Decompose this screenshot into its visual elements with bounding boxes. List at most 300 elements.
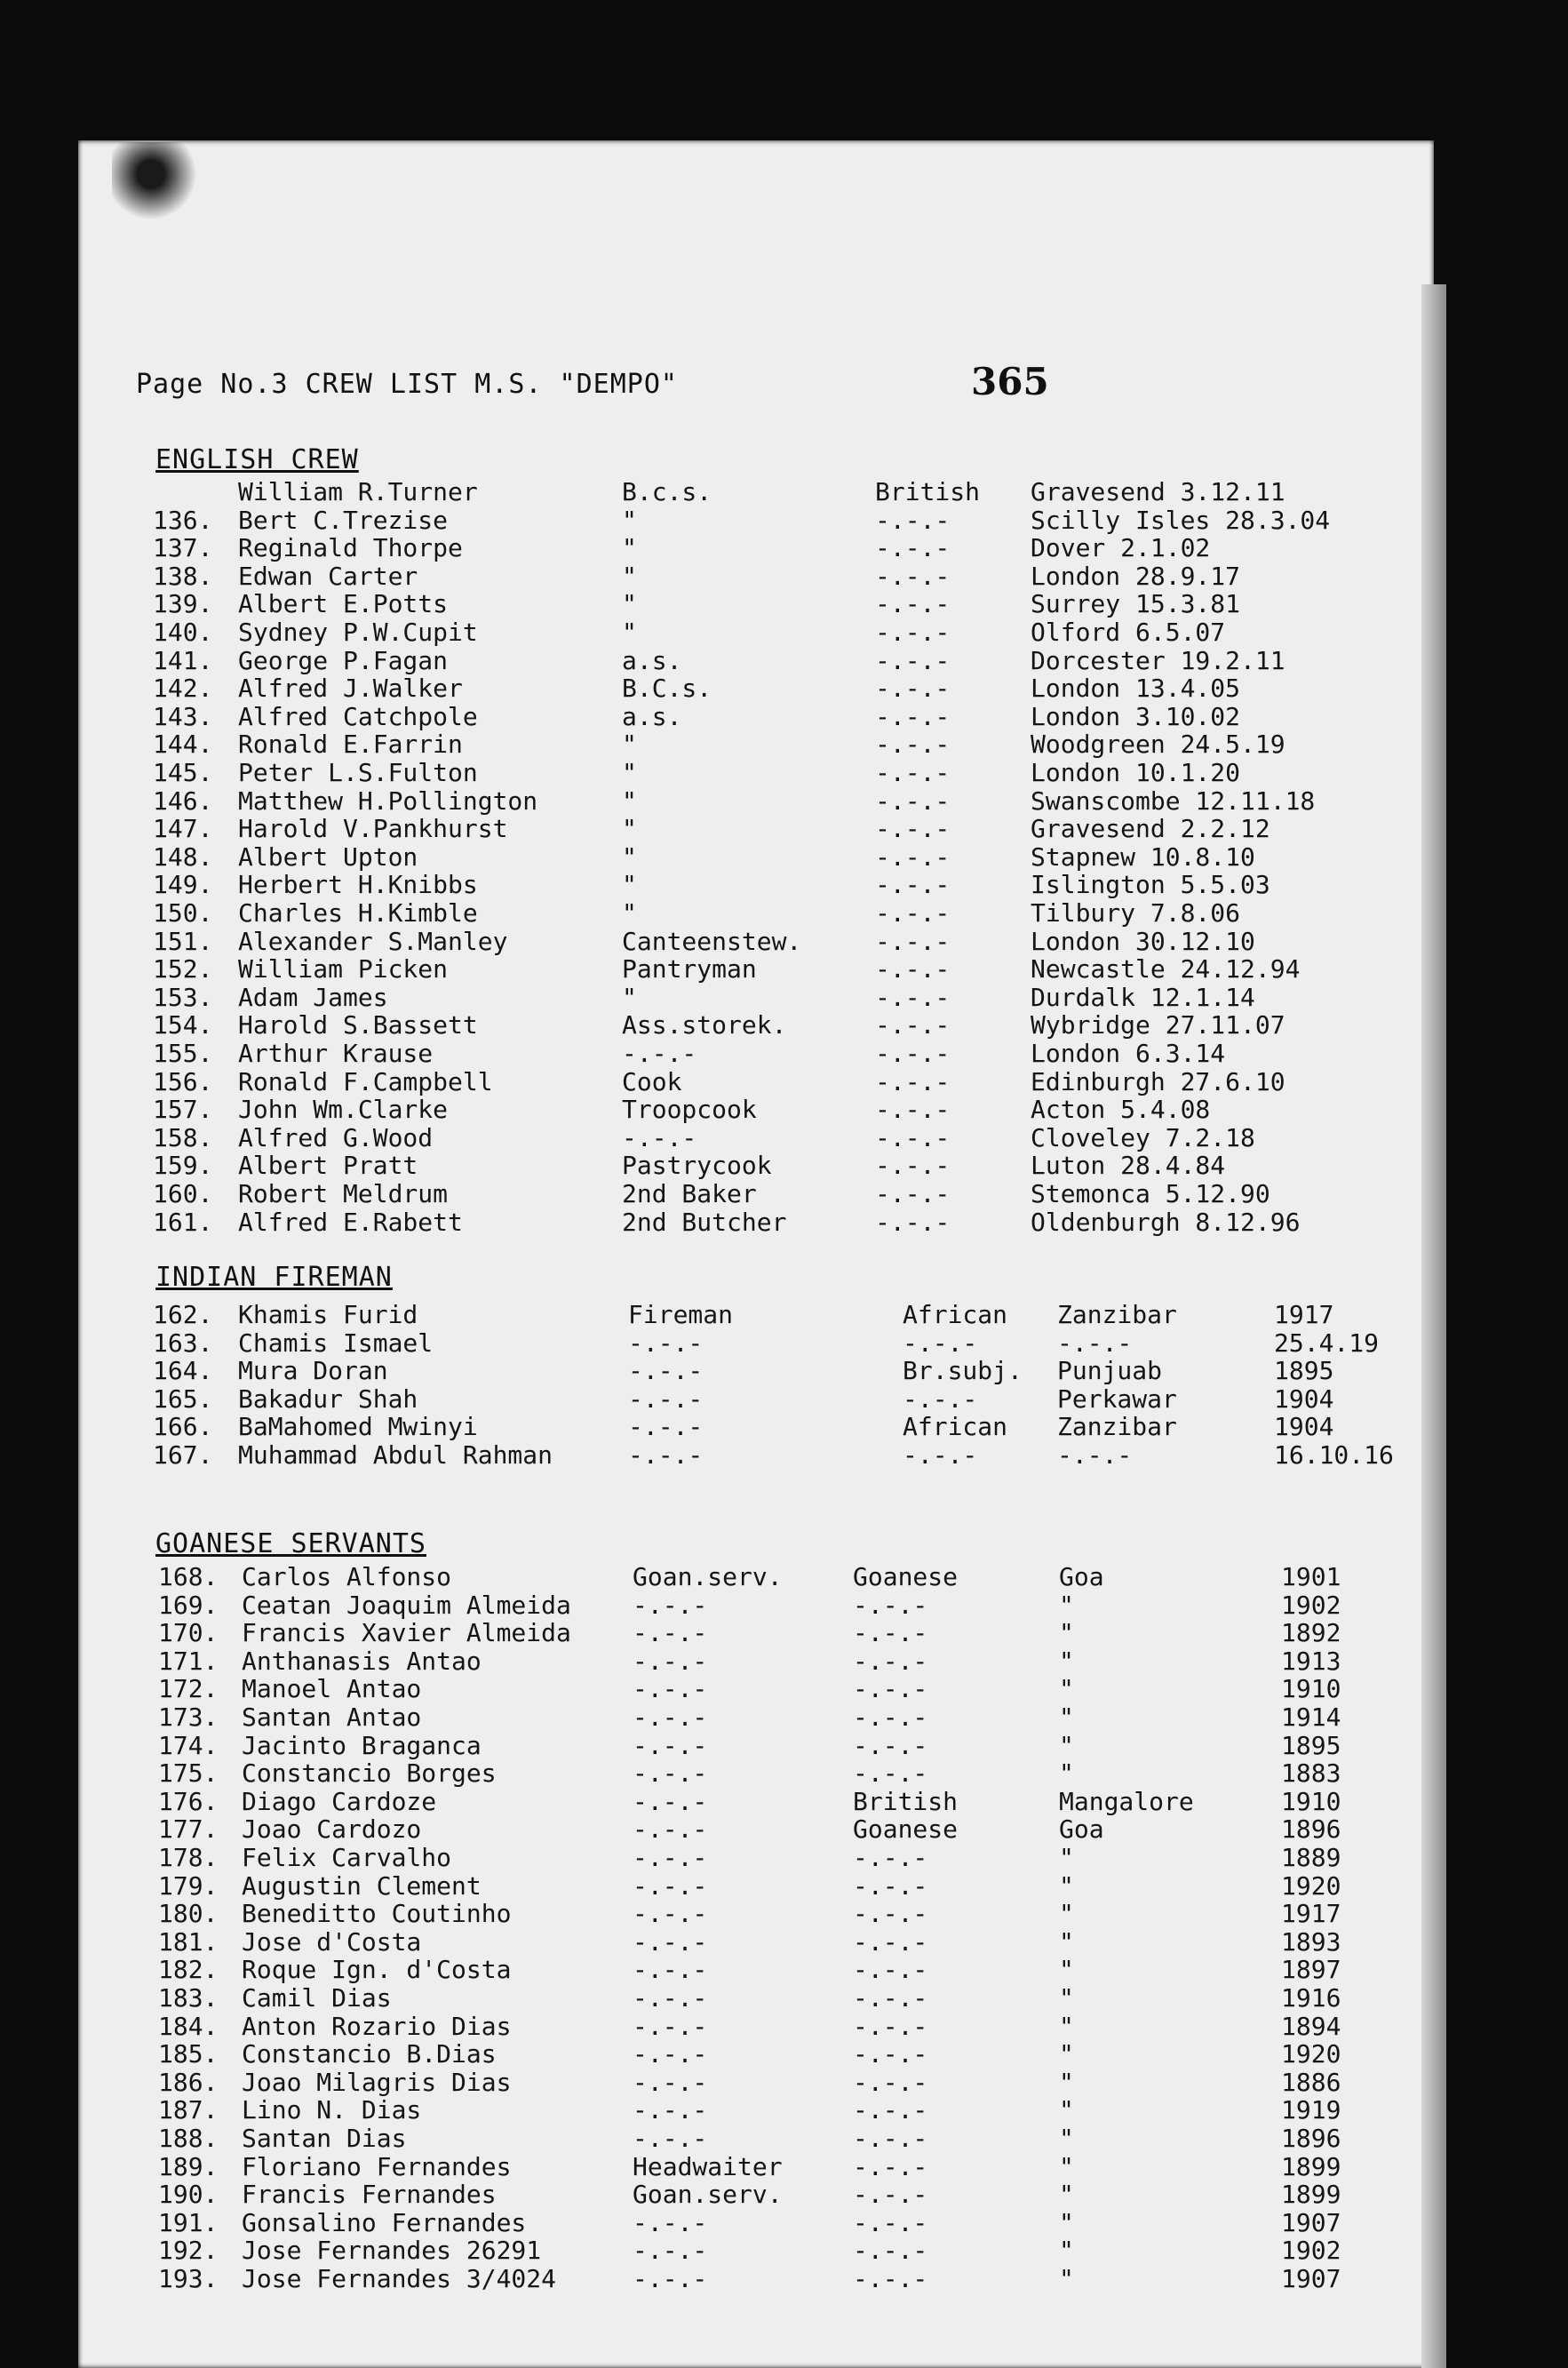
crew-number: 156. xyxy=(153,1066,213,1096)
crew-birthplace: " xyxy=(1059,2180,1074,2210)
crew-nationality: -.-.- xyxy=(853,2236,928,2266)
crew-birthplace-date: Newcastle 24.12.94 xyxy=(1031,954,1301,985)
crew-rating: -.-.- xyxy=(633,2124,708,2153)
crew-birthplace-date: Luton 28.4.84 xyxy=(1031,1151,1226,1181)
crew-birth-year: 1897 xyxy=(1281,1955,1341,1985)
crew-nationality: -.-.- xyxy=(875,785,951,816)
crew-rating: -.-.- xyxy=(633,1870,708,1901)
crew-name: Ceatan Joaquim Almeida xyxy=(242,1590,571,1620)
crew-birthplace-date: Oldenburgh 8.12.96 xyxy=(1031,1207,1301,1237)
crew-rating: -.-.- xyxy=(633,1843,708,1872)
crew-birthplace: Zanzibar xyxy=(1057,1300,1177,1329)
crew-nationality: -.-.- xyxy=(875,505,951,535)
crew-rating: -.-.- xyxy=(628,1356,704,1385)
crew-birth-year: 1913 xyxy=(1281,1646,1341,1676)
crew-birthplace-date: Durdalk 12.1.14 xyxy=(1031,982,1255,1012)
crew-name: Alfred E.Rabett xyxy=(238,1207,463,1237)
crew-rating: Goan.serv. xyxy=(633,2180,783,2210)
ink-smudge xyxy=(112,142,210,222)
crew-number: 181. xyxy=(158,1926,219,1957)
crew-name: Lino N. Dias xyxy=(242,2095,422,2125)
crew-rating: -.-.- xyxy=(622,1039,697,1068)
crew-rating: -.-.- xyxy=(633,1955,708,1985)
crew-rating: -.-.- xyxy=(633,1758,708,1789)
crew-nationality: -.-.- xyxy=(853,1674,928,1704)
crew-nationality: -.-.- xyxy=(853,1899,928,1929)
crew-name: Joao Milagris Dias xyxy=(242,2067,512,2097)
crew-number: 167. xyxy=(153,1439,213,1470)
crew-rating: " xyxy=(622,870,637,900)
section-title-goanese-servants: GOANESE SERVANTS xyxy=(155,1528,426,1559)
crew-number: 154. xyxy=(153,1010,213,1040)
crew-rating: a.s. xyxy=(622,645,682,675)
crew-birth-year: 1894 xyxy=(1281,2011,1341,2041)
crew-rating: 2nd Baker xyxy=(622,1179,757,1208)
crew-name: Edwan Carter xyxy=(238,561,418,591)
crew-birthplace: Punjuab xyxy=(1057,1356,1163,1385)
crew-birthplace-date: Stemonca 5.12.90 xyxy=(1031,1179,1270,1208)
crew-number: 169. xyxy=(158,1590,219,1620)
crew-number: 191. xyxy=(158,2207,219,2237)
crew-birthplace-date: Stapnew 10.8.10 xyxy=(1031,841,1255,872)
crew-nationality: -.-.- xyxy=(875,898,951,928)
crew-nationality: -.-.- xyxy=(875,870,951,900)
crew-name: Felix Carvalho xyxy=(242,1843,452,1872)
crew-nationality: British xyxy=(853,1786,959,1816)
crew-nationality: -.-.- xyxy=(853,1758,928,1789)
crew-birthplace-date: Dorcester 19.2.11 xyxy=(1031,645,1285,675)
crew-number: 141. xyxy=(153,645,213,675)
crew-number: 155. xyxy=(153,1039,213,1068)
crew-nationality: -.-.- xyxy=(853,1983,928,2013)
crew-birthplace-date: Edinburgh 27.6.10 xyxy=(1031,1066,1285,1096)
crew-name: Albert Pratt xyxy=(238,1151,418,1181)
crew-nationality: -.-.- xyxy=(853,1618,928,1648)
crew-rating: Fireman xyxy=(628,1300,734,1329)
crew-birthplace: " xyxy=(1059,1955,1074,1985)
crew-name: Diago Cardoze xyxy=(242,1786,437,1816)
crew-name: Alexander S.Manley xyxy=(238,926,508,956)
crew-number: 160. xyxy=(153,1179,213,1208)
page-stamp-number: 365 xyxy=(971,360,1049,403)
crew-number: 189. xyxy=(158,2151,219,2181)
crew-birth-year: 25.4.19 xyxy=(1274,1328,1380,1358)
crew-rating: -.-.- xyxy=(633,1730,708,1760)
crew-nationality: -.-.- xyxy=(903,1439,978,1470)
crew-rating: 2nd Butcher xyxy=(622,1207,787,1237)
crew-number: 188. xyxy=(158,2124,219,2153)
crew-name: Bakadur Shah xyxy=(238,1383,418,1414)
crew-rating: B.C.s. xyxy=(622,674,712,704)
page-title: Page No.3 CREW LIST M.S. "DEMPO" xyxy=(136,369,678,400)
crew-number: 148. xyxy=(153,841,213,872)
crew-birthplace: " xyxy=(1059,1926,1074,1957)
crew-number: 161. xyxy=(153,1207,213,1237)
crew-name: BaMahomed Mwinyi xyxy=(238,1412,478,1441)
crew-birthplace: " xyxy=(1059,2264,1074,2293)
crew-name: Francis Xavier Almeida xyxy=(242,1618,571,1648)
crew-name: Albert E.Potts xyxy=(238,589,449,619)
crew-nationality: -.-.- xyxy=(875,730,951,760)
crew-number: 183. xyxy=(158,1983,219,2013)
crew-nationality: African xyxy=(903,1300,1008,1329)
crew-birthplace-date: London 28.9.17 xyxy=(1031,561,1241,591)
crew-rating: -.-.- xyxy=(633,1926,708,1957)
crew-nationality: -.-.- xyxy=(875,1010,951,1040)
crew-birth-year: 1904 xyxy=(1274,1412,1334,1441)
crew-name: Reginald Thorpe xyxy=(238,533,463,563)
crew-birth-year: 1907 xyxy=(1281,2207,1341,2237)
crew-number: 168. xyxy=(158,1562,219,1591)
crew-birthplace: " xyxy=(1059,1843,1074,1872)
crew-number: 173. xyxy=(158,1702,219,1732)
crew-rating: " xyxy=(622,618,637,647)
crew-number: 159. xyxy=(153,1151,213,1181)
crew-number: 193. xyxy=(158,2264,219,2293)
crew-rating: " xyxy=(622,561,637,591)
crew-name: William R.Turner xyxy=(238,477,478,506)
crew-birthplace: " xyxy=(1059,1758,1074,1789)
crew-rating: Troopcook xyxy=(622,1095,757,1125)
crew-birthplace-date: Gravesend 2.2.12 xyxy=(1031,814,1270,844)
crew-birth-year: 1919 xyxy=(1281,2095,1341,2125)
crew-number: 180. xyxy=(158,1899,219,1929)
crew-rating: " xyxy=(622,589,637,619)
crew-rating: B.c.s. xyxy=(622,477,712,506)
crew-nationality: -.-.- xyxy=(853,1702,928,1732)
crew-name: Alfred Catchpole xyxy=(238,701,478,731)
crew-name: Anthanasis Antao xyxy=(242,1646,482,1676)
crew-name: Alfred G.Wood xyxy=(238,1122,434,1152)
crew-name: Harold V.Pankhurst xyxy=(238,814,508,844)
crew-birthplace-date: London 30.12.10 xyxy=(1031,926,1255,956)
crew-name: Ronald F.Campbell xyxy=(238,1066,493,1096)
crew-rating: -.-.- xyxy=(633,2236,708,2266)
crew-birthplace-date: Gravesend 3.12.11 xyxy=(1031,477,1285,506)
crew-birth-year: 1917 xyxy=(1274,1300,1334,1329)
crew-nationality: -.-.- xyxy=(853,2067,928,2097)
crew-birthplace-date: Surrey 15.3.81 xyxy=(1031,589,1241,619)
crew-birthplace: " xyxy=(1059,1983,1074,2013)
crew-nationality: -.-.- xyxy=(853,1955,928,1985)
crew-name: Peter L.S.Fulton xyxy=(238,758,478,787)
crew-number: 142. xyxy=(153,674,213,704)
crew-birth-year: 1910 xyxy=(1281,1674,1341,1704)
crew-rating: Pantryman xyxy=(622,954,757,985)
crew-nationality: Goanese xyxy=(853,1562,959,1591)
crew-rating: " xyxy=(622,505,637,535)
crew-name: George P.Fagan xyxy=(238,645,449,675)
crew-rating: " xyxy=(622,758,637,787)
crew-number: 178. xyxy=(158,1843,219,1872)
crew-birth-year: 1910 xyxy=(1281,1786,1341,1816)
crew-name: Harold S.Bassett xyxy=(238,1010,478,1040)
crew-name: Roque Ign. d'Costa xyxy=(242,1955,512,1985)
crew-birth-year: 1901 xyxy=(1281,1562,1341,1591)
crew-birthplace: " xyxy=(1059,1870,1074,1901)
crew-rating: -.-.- xyxy=(633,2207,708,2237)
crew-birth-year: 1893 xyxy=(1281,1926,1341,1957)
crew-nationality: -.-.- xyxy=(853,2095,928,2125)
crew-birthplace: " xyxy=(1059,2207,1074,2237)
crew-rating: -.-.- xyxy=(633,1899,708,1929)
page-edge-shadow xyxy=(1421,284,1446,2368)
crew-rating: -.-.- xyxy=(633,1590,708,1620)
crew-name: Alfred J.Walker xyxy=(238,674,463,704)
crew-number: 163. xyxy=(153,1328,213,1358)
crew-birthplace: " xyxy=(1059,1590,1074,1620)
crew-nationality: African xyxy=(903,1412,1008,1441)
crew-birth-year: 1907 xyxy=(1281,2264,1341,2293)
crew-name: Gonsalino Fernandes xyxy=(242,2207,527,2237)
crew-name: Camil Dias xyxy=(242,1983,392,2013)
crew-birth-year: 1889 xyxy=(1281,1843,1341,1872)
crew-number: 146. xyxy=(153,785,213,816)
crew-nationality: -.-.- xyxy=(875,1066,951,1096)
crew-nationality: -.-.- xyxy=(853,1843,928,1872)
crew-rating: -.-.- xyxy=(633,1646,708,1676)
crew-name: Constancio B.Dias xyxy=(242,2039,497,2069)
crew-nationality: Goanese xyxy=(853,1814,959,1845)
crew-rating: a.s. xyxy=(622,701,682,731)
crew-birth-year: 1896 xyxy=(1281,2124,1341,2153)
crew-rating: Canteenstew. xyxy=(622,926,802,956)
crew-nationality: -.-.- xyxy=(903,1328,978,1358)
crew-name: Robert Meldrum xyxy=(238,1179,449,1208)
crew-nationality: -.-.- xyxy=(853,1646,928,1676)
crew-number: 171. xyxy=(158,1646,219,1676)
crew-nationality: -.-.- xyxy=(853,2039,928,2069)
crew-nationality: -.-.- xyxy=(875,1179,951,1208)
crew-nationality: -.-.- xyxy=(853,2124,928,2153)
crew-number: 153. xyxy=(153,982,213,1012)
crew-name: Arthur Krause xyxy=(238,1039,434,1068)
crew-nationality: -.-.- xyxy=(853,2151,928,2181)
crew-birthplace: Zanzibar xyxy=(1057,1412,1177,1441)
crew-number: 143. xyxy=(153,701,213,731)
crew-number: 164. xyxy=(153,1356,213,1385)
crew-number: 137. xyxy=(153,533,213,563)
crew-birthplace: " xyxy=(1059,2039,1074,2069)
crew-birthplace-date: London 6.3.14 xyxy=(1031,1039,1226,1068)
crew-number: 162. xyxy=(153,1300,213,1329)
crew-name: William Picken xyxy=(238,954,449,985)
crew-number: 145. xyxy=(153,758,213,787)
crew-birthplace-date: Swanscombe 12.11.18 xyxy=(1031,785,1316,816)
crew-number: 147. xyxy=(153,814,213,844)
crew-birthplace: Goa xyxy=(1059,1814,1104,1845)
crew-name: Santan Dias xyxy=(242,2124,407,2153)
crew-number: 186. xyxy=(158,2067,219,2097)
crew-name: Mura Doran xyxy=(238,1356,388,1385)
crew-birth-year: 1886 xyxy=(1281,2067,1341,2097)
crew-birth-year: 1916 xyxy=(1281,1983,1341,2013)
crew-rating: -.-.- xyxy=(628,1439,704,1470)
crew-nationality: -.-.- xyxy=(875,533,951,563)
crew-birth-year: 1899 xyxy=(1281,2180,1341,2210)
crew-birth-year: 1902 xyxy=(1281,1590,1341,1620)
crew-rating: " xyxy=(622,785,637,816)
crew-birth-year: 1914 xyxy=(1281,1702,1341,1732)
crew-name: Muhammad Abdul Rahman xyxy=(238,1439,553,1470)
crew-rating: Cook xyxy=(622,1066,682,1096)
crew-nationality: -.-.- xyxy=(853,1730,928,1760)
crew-nationality: -.-.- xyxy=(875,1122,951,1152)
crew-nationality: British xyxy=(875,477,981,506)
crew-name: Joao Cardozo xyxy=(242,1814,422,1845)
crew-birth-year: 1896 xyxy=(1281,1814,1341,1845)
crew-nationality: -.-.- xyxy=(875,1151,951,1181)
crew-birth-year: 16.10.16 xyxy=(1274,1439,1394,1470)
crew-rating: -.-.- xyxy=(633,2039,708,2069)
crew-birthplace-date: Scilly Isles 28.3.04 xyxy=(1031,505,1331,535)
crew-nationality: -.-.- xyxy=(875,926,951,956)
crew-birthplace: -.-.- xyxy=(1057,1328,1133,1358)
crew-nationality: -.-.- xyxy=(875,1039,951,1068)
crew-name: Floriano Fernandes xyxy=(242,2151,512,2181)
crew-birthplace: " xyxy=(1059,2067,1074,2097)
crew-number: 192. xyxy=(158,2236,219,2266)
crew-name: John Wm.Clarke xyxy=(238,1095,449,1125)
crew-rating: Headwaiter xyxy=(633,2151,783,2181)
crew-birthplace-date: Wybridge 27.11.07 xyxy=(1031,1010,1285,1040)
crew-nationality: -.-.- xyxy=(853,1870,928,1901)
crew-birthplace-date: London 10.1.20 xyxy=(1031,758,1241,787)
crew-number: 176. xyxy=(158,1786,219,1816)
crew-name: Augustin Clement xyxy=(242,1870,482,1901)
crew-number: 158. xyxy=(153,1122,213,1152)
crew-nationality: -.-.- xyxy=(853,2207,928,2237)
crew-nationality: -.-.- xyxy=(875,758,951,787)
crew-birthplace-date: London 13.4.05 xyxy=(1031,674,1241,704)
crew-rating: " xyxy=(622,730,637,760)
section-title-english-crew: ENGLISH CREW xyxy=(155,444,359,475)
crew-birthplace: Goa xyxy=(1059,1562,1104,1591)
crew-rating: -.-.- xyxy=(628,1412,704,1441)
crew-name: Anton Rozario Dias xyxy=(242,2011,512,2041)
crew-birthplace: -.-.- xyxy=(1057,1439,1133,1470)
crew-name: Khamis Furid xyxy=(238,1300,418,1329)
crew-nationality: -.-.- xyxy=(875,1095,951,1125)
crew-rating: -.-.- xyxy=(633,2095,708,2125)
crew-number: 166. xyxy=(153,1412,213,1441)
crew-birth-year: 1883 xyxy=(1281,1758,1341,1789)
crew-nationality: -.-.- xyxy=(875,589,951,619)
crew-rating: " xyxy=(622,533,637,563)
crew-birthplace: " xyxy=(1059,1702,1074,1732)
crew-name: Bert C.Trezise xyxy=(238,505,449,535)
crew-birthplace: " xyxy=(1059,2151,1074,2181)
crew-birthplace: " xyxy=(1059,1618,1074,1648)
crew-number: 172. xyxy=(158,1674,219,1704)
crew-rating: -.-.- xyxy=(633,2264,708,2293)
crew-rating: -.-.- xyxy=(633,1814,708,1845)
crew-birthplace: " xyxy=(1059,1899,1074,1929)
crew-number: 149. xyxy=(153,870,213,900)
crew-number: 152. xyxy=(153,954,213,985)
crew-rating: -.-.- xyxy=(633,2011,708,2041)
crew-nationality: Br.subj. xyxy=(903,1356,1023,1385)
crew-number: 190. xyxy=(158,2180,219,2210)
crew-number: 139. xyxy=(153,589,213,619)
crew-name: Jose Fernandes 3/4024 xyxy=(242,2264,557,2293)
crew-number: 174. xyxy=(158,1730,219,1760)
crew-nationality: -.-.- xyxy=(875,1207,951,1237)
crew-name: Jacinto Braganca xyxy=(242,1730,482,1760)
crew-birth-year: 1920 xyxy=(1281,2039,1341,2069)
crew-name: Jose Fernandes 26291 xyxy=(242,2236,542,2266)
crew-nationality: -.-.- xyxy=(875,618,951,647)
crew-birthplace: Mangalore xyxy=(1059,1786,1194,1816)
crew-birthplace-date: London 3.10.02 xyxy=(1031,701,1241,731)
crew-name: Francis Fernandes xyxy=(242,2180,497,2210)
crew-nationality: -.-.- xyxy=(875,982,951,1012)
crew-birth-year: 1895 xyxy=(1281,1730,1341,1760)
crew-number: 170. xyxy=(158,1618,219,1648)
crew-nationality: -.-.- xyxy=(875,814,951,844)
crew-rating: -.-.- xyxy=(633,1983,708,2013)
crew-name: Sydney P.W.Cupit xyxy=(238,618,478,647)
section-title-indian-fireman: INDIAN FIREMAN xyxy=(155,1262,393,1293)
crew-nationality: -.-.- xyxy=(875,674,951,704)
crew-birth-year: 1895 xyxy=(1274,1356,1334,1385)
crew-name: Santan Antao xyxy=(242,1702,422,1732)
crew-birth-year: 1899 xyxy=(1281,2151,1341,2181)
crew-nationality: -.-.- xyxy=(875,701,951,731)
crew-name: Matthew H.Pollington xyxy=(238,785,538,816)
crew-number: 157. xyxy=(153,1095,213,1125)
crew-rating: -.-.- xyxy=(633,1618,708,1648)
crew-birth-year: 1902 xyxy=(1281,2236,1341,2266)
crew-rating: -.-.- xyxy=(628,1328,704,1358)
crew-name: Beneditto Coutinho xyxy=(242,1899,512,1929)
crew-rating: -.-.- xyxy=(633,1702,708,1732)
crew-number: 150. xyxy=(153,898,213,928)
crew-birthplace: " xyxy=(1059,1674,1074,1704)
crew-number: 136. xyxy=(153,505,213,535)
crew-birthplace-date: Acton 5.4.08 xyxy=(1031,1095,1211,1125)
crew-number: 177. xyxy=(158,1814,219,1845)
crew-number: 140. xyxy=(153,618,213,647)
crew-rating: Pastrycook xyxy=(622,1151,772,1181)
crew-birth-year: 1920 xyxy=(1281,1870,1341,1901)
crew-name: Herbert H.Knibbs xyxy=(238,870,478,900)
crew-nationality: -.-.- xyxy=(853,2180,928,2210)
crew-birthplace-date: Olford 6.5.07 xyxy=(1031,618,1226,647)
crew-number: 187. xyxy=(158,2095,219,2125)
crew-birthplace: Perkawar xyxy=(1057,1383,1177,1414)
crew-rating: -.-.- xyxy=(628,1383,704,1414)
crew-name: Jose d'Costa xyxy=(242,1926,422,1957)
crew-birthplace: " xyxy=(1059,1730,1074,1760)
crew-number: 179. xyxy=(158,1870,219,1901)
crew-birthplace-date: Tilbury 7.8.06 xyxy=(1031,898,1241,928)
crew-nationality: -.-.- xyxy=(853,1590,928,1620)
crew-name: Albert Upton xyxy=(238,841,418,872)
crew-birth-year: 1892 xyxy=(1281,1618,1341,1648)
crew-number: 138. xyxy=(153,561,213,591)
crew-nationality: -.-.- xyxy=(853,1926,928,1957)
crew-rating: -.-.- xyxy=(633,1674,708,1704)
crew-birthplace-date: Cloveley 7.2.18 xyxy=(1031,1122,1255,1152)
crew-rating: " xyxy=(622,982,637,1012)
crew-birth-year: 1904 xyxy=(1274,1383,1334,1414)
crew-number: 175. xyxy=(158,1758,219,1789)
crew-number: 151. xyxy=(153,926,213,956)
crew-birthplace: " xyxy=(1059,2124,1074,2153)
crew-nationality: -.-.- xyxy=(903,1383,978,1414)
crew-rating: " xyxy=(622,814,637,844)
